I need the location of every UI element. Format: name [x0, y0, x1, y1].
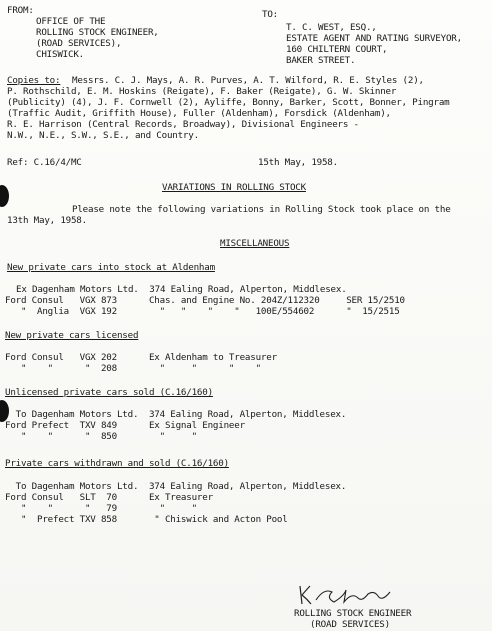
entry-line: Ford Prefect TXV 849 Ex Signal Engineer — [5, 420, 245, 431]
from-line: ROLLING STOCK ENGINEER, — [36, 27, 159, 38]
to-line: BAKER STREET. — [286, 55, 356, 66]
section-heading: New private cars licensed — [5, 330, 139, 341]
to-line: ESTATE AGENT AND RATING SURVEYOR, — [286, 33, 462, 44]
entry-line: " " " 208 " " " " — [5, 363, 261, 374]
copies-label: Copies to: — [7, 75, 61, 86]
copies-line: R. E. Harrison (Central Records, Broadway), Divisional Engineers - — [7, 119, 359, 130]
entry-line: Ford Consul SLT 70 Ex Treasurer — [5, 492, 213, 503]
copies-line: (Publicity) (4), J. F. Cornwell (2), Ayliffe, Bonny, Barker, Scott, Bonner, Pingram — [7, 97, 450, 108]
to-line: T. C. WEST, ESQ., — [286, 22, 377, 33]
from-label: FROM: — [7, 5, 34, 16]
to-label: TO: — [262, 9, 278, 20]
entry-line: " Anglia VGX 192 " " " " 100E/554602 " 15/2515 — [5, 306, 400, 317]
entry-line: Ford Consul VGX 873 Chas. and Engine No. 204Z/112320 SER 15/2510 — [5, 295, 405, 306]
copies-line: P. Rothschild, E. M. Hoskins (Reigate), F. Baker (Reigate), G. W. Skinner — [7, 86, 397, 97]
signatory-title: ROLLING STOCK ENGINEER — [294, 608, 412, 619]
from-line: (ROAD SERVICES), — [36, 38, 122, 49]
section-heading: Private cars withdrawn and sold (C.16/160) — [5, 458, 229, 469]
intro-line: 13th May, 1958. — [7, 215, 87, 226]
entry-line: " " " 79 " " — [5, 503, 197, 514]
signatory-title: (ROAD SERVICES) — [310, 619, 390, 630]
reference: Ref: C.16/4/MC — [7, 157, 82, 168]
copies-line: N.W., N.E., S.W., S.E., and Country. — [7, 130, 199, 141]
intro-line: Please note the following variations in Rolling Stock took place on the — [72, 204, 451, 215]
entry-line: To Dagenham Motors Ltd. 374 Ealing Road, Alperton, Middlesex. — [5, 481, 347, 492]
entry-line: Ex Dagenham Motors Ltd. 374 Ealing Road, Alperton, Middlesex. — [16, 284, 347, 295]
copies-line: Messrs. C. J. Mays, A. R. Purves, A. T. Wilford, R. E. Styles (2), — [72, 75, 424, 86]
from-line: CHISWICK. — [36, 49, 84, 60]
punch-hole — [0, 185, 9, 207]
entry-line: " " " 850 " " — [5, 431, 197, 442]
to-line: 160 CHILTERN COURT, — [286, 44, 388, 55]
entry-line: " Prefect TXV 858 " Chiswick and Acton Pool — [5, 514, 288, 525]
from-line: OFFICE OF THE — [36, 16, 106, 27]
handwritten-signature — [296, 582, 396, 608]
section-heading: New private cars into stock at Aldenham — [7, 262, 215, 273]
entry-line: Ford Consul VGX 202 Ex Aldenham to Treasurer — [5, 352, 277, 363]
entry-line: To Dagenham Motors Ltd. 374 Ealing Road, Alperton, Middlesex. — [5, 409, 347, 420]
memo-title: VARIATIONS IN ROLLING STOCK — [162, 182, 306, 193]
section-heading: Unlicensed private cars sold (C.16/160) — [5, 387, 213, 398]
misc-heading: MISCELLANEOUS — [220, 238, 290, 249]
memo-date: 15th May, 1958. — [258, 157, 338, 168]
copies-line: (Traffic Audit, Griffith House), Fuller (Aldenham), Forsdick (Aldenham), — [7, 108, 391, 119]
